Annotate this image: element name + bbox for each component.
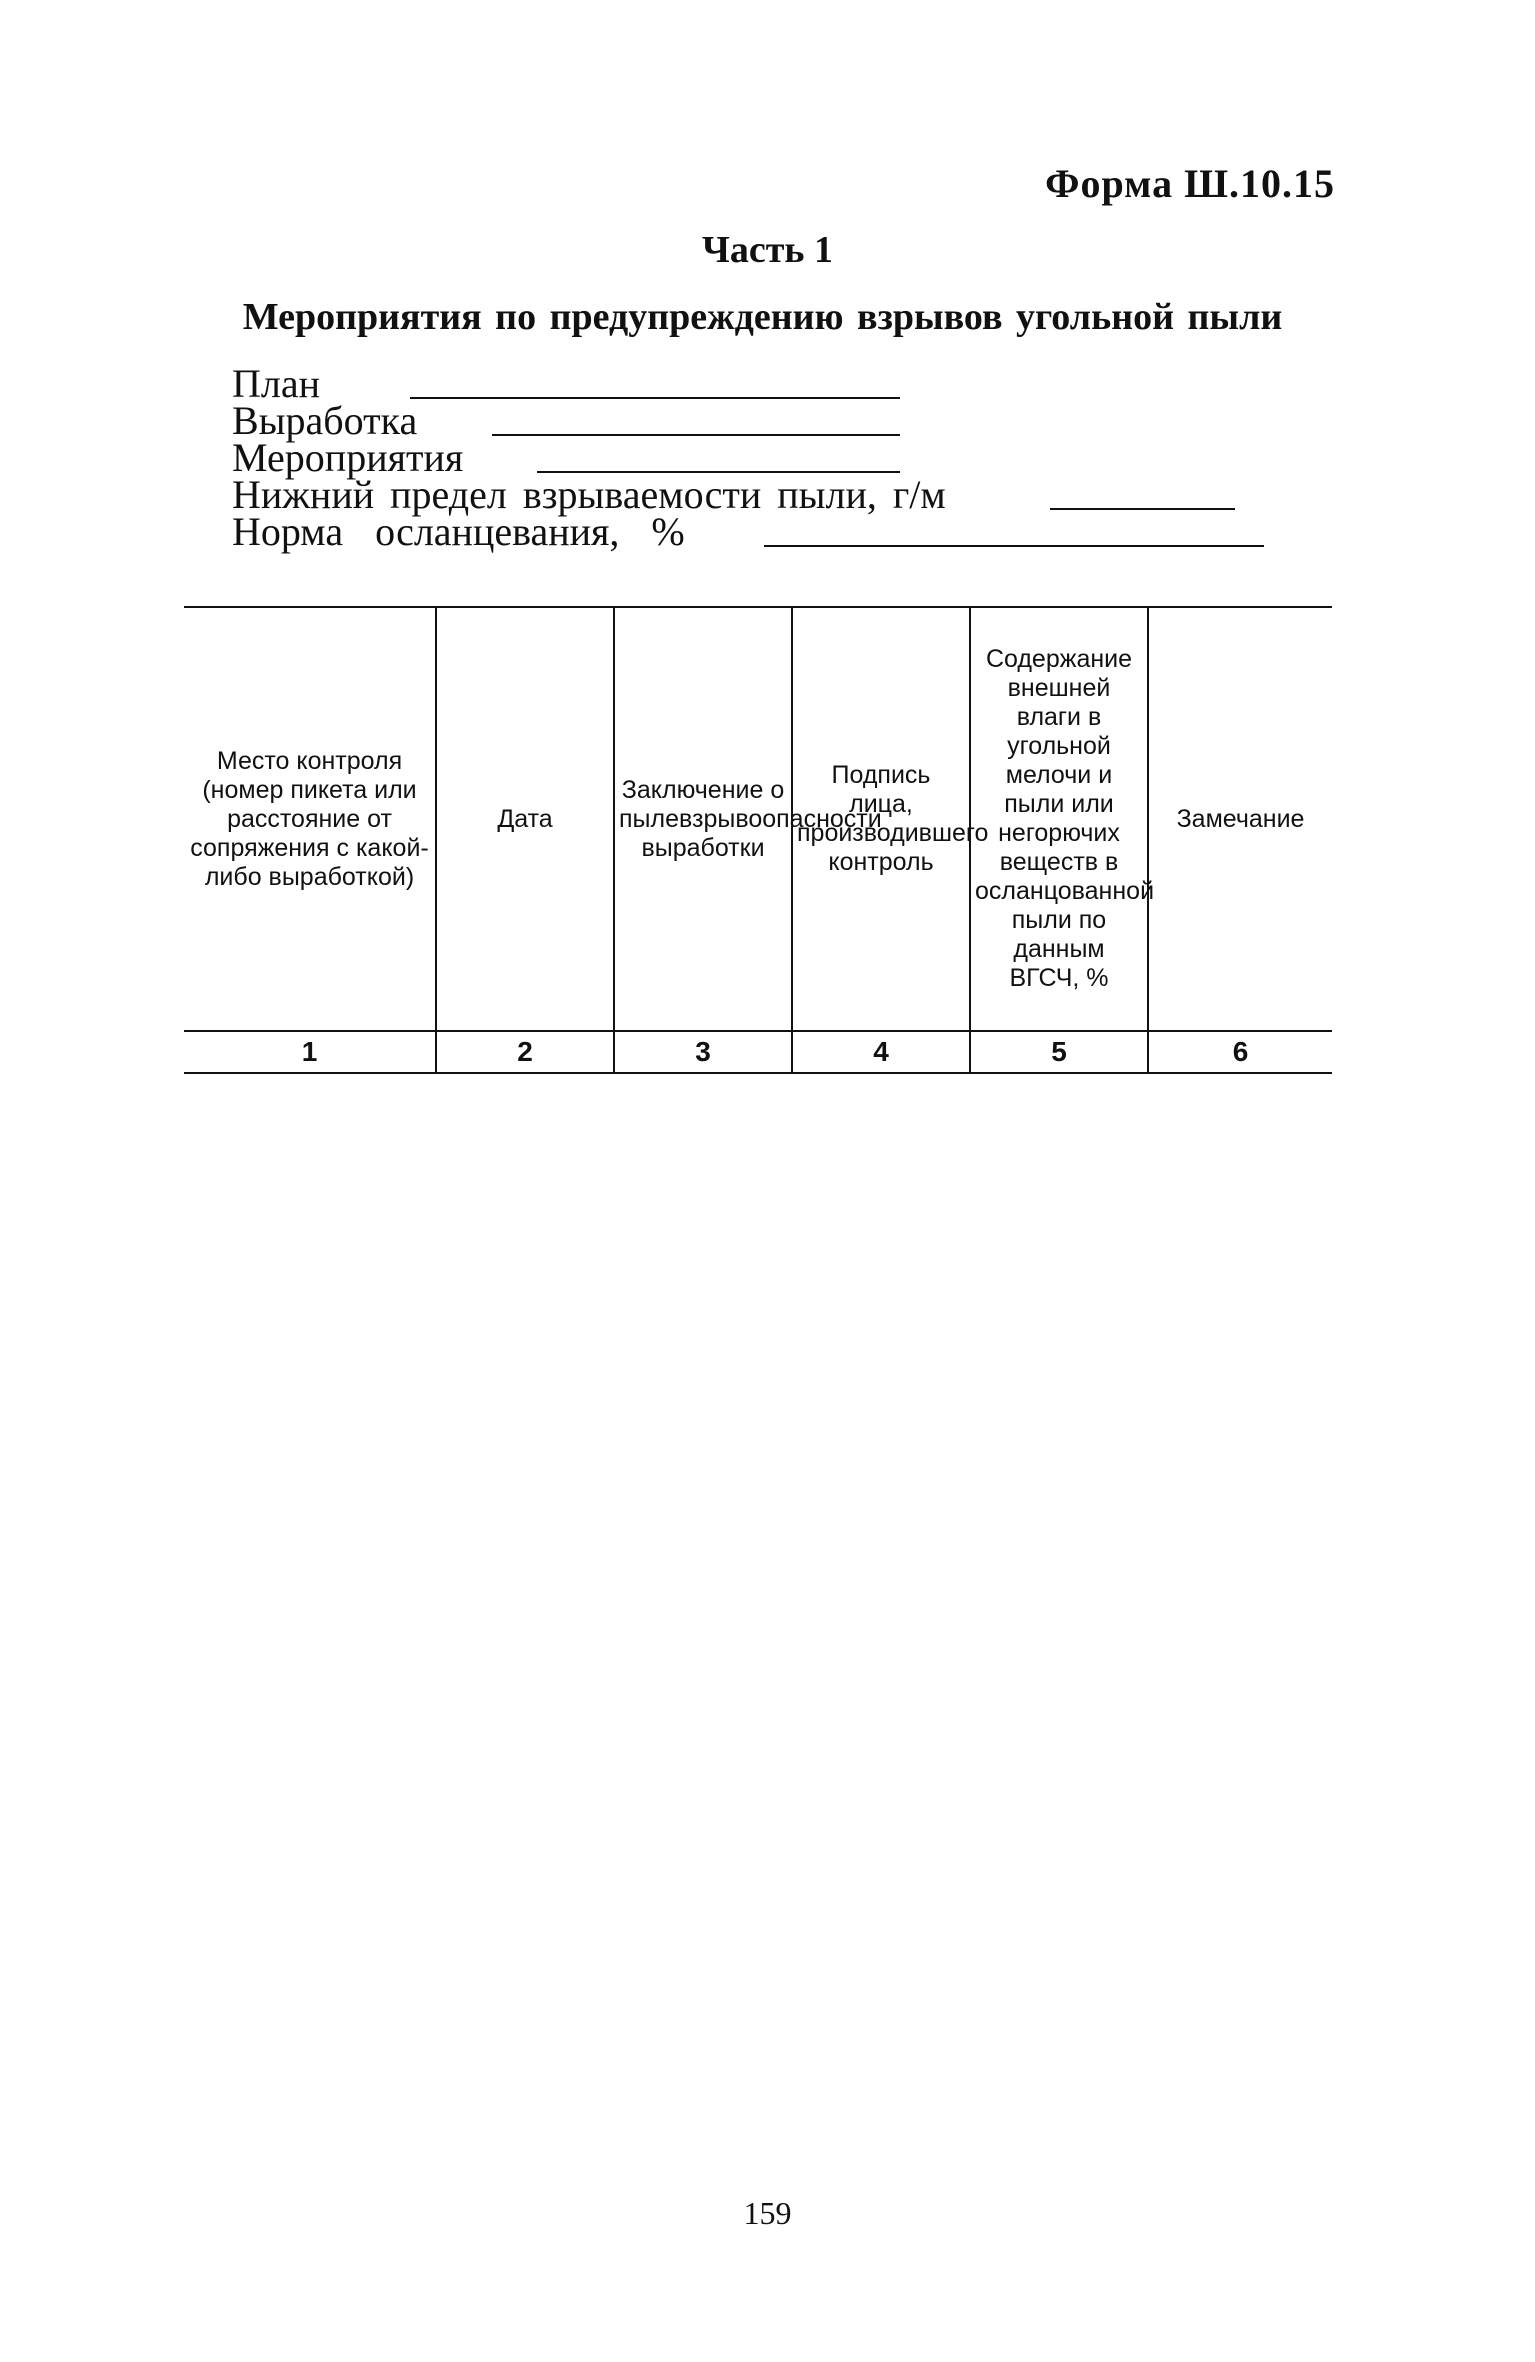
field-stone-dust-norm-line [764,545,1264,547]
document-title: Мероприятия по предупреждению взрывов угольной пыли [242,296,1283,338]
field-vyrabotka-line [492,434,900,436]
column-number-1: 1 [184,1031,436,1073]
field-vyrabotka [232,398,946,443]
field-stone-dust-norm [232,509,946,554]
column-number-4: 4 [792,1031,970,1073]
table-header-row [184,607,1332,1031]
control-table [184,606,1332,1074]
form-fields [232,361,946,554]
field-plan-line [410,397,900,399]
field-meropriyatiya-label: Мероприятия [232,435,464,480]
column-header-remark: Замечание [1148,607,1332,1031]
column-header-signature: Подпись лица, производившего контроль [792,607,970,1031]
field-plan [232,361,946,406]
column-number-2: 2 [436,1031,614,1073]
column-number-6: 6 [1148,1031,1332,1073]
page-number: 159 [743,2195,792,2231]
field-lower-explosive-limit [232,472,946,517]
field-meropriyatiya [232,435,946,480]
part-title: Часть 1 [701,229,833,271]
column-number-5: 5 [970,1031,1148,1073]
column-header-moisture-content: Содержание внешней влаги в угольной мелочи и пыли или негорючих веществ в осланцованной пыли по данным ВГСЧ, % [970,607,1148,1031]
field-lower-explosive-limit-label: Нижний предел взрываемости пыли, г/м [232,472,946,517]
field-plan-label: План [232,361,321,406]
column-number-row [184,1031,1332,1073]
form-number: Форма Ш.10.15 [1045,161,1335,206]
column-header-conclusion: Заключение о пылевзрывоопасности выработки [614,607,792,1031]
field-stone-dust-norm-label: Норма осланцевания, % [232,509,685,554]
column-number-3: 3 [614,1031,792,1073]
field-vyrabotka-label: Выработка [232,398,418,443]
column-header-date: Дата [436,607,614,1031]
column-header-control-place: Место контроля (номер пикета или расстояние от сопряжения с какой-либо выработкой) [184,607,436,1031]
field-lower-explosive-limit-line [1050,508,1235,510]
